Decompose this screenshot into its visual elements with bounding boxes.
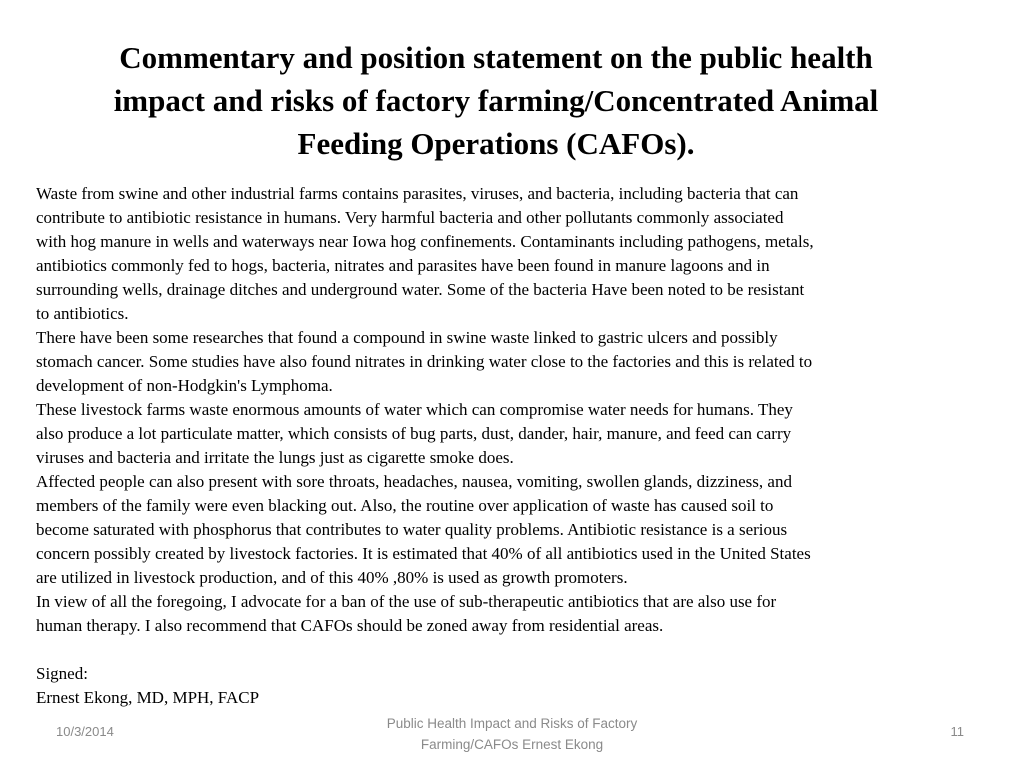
spacer <box>36 638 996 662</box>
body-line: become saturated with phosphorus that contributes to water quality problems. Antibiotic resistance is a serious <box>36 520 788 539</box>
body-line: surrounding wells, drainage ditches and underground water. Some of the bacteria Have been noted to be resistant <box>36 280 805 299</box>
body-line: development of non-Hodgkin's Lymphoma. <box>36 376 333 395</box>
body-line: to antibiotics. <box>36 304 129 323</box>
signed-label: Signed: <box>36 664 88 683</box>
body-line: members of the family were even blacking out. Also, the routine over application of waste has caused soil to <box>36 496 774 515</box>
body-line: contribute to antibiotic resistance in humans. Very harmful bacteria and other pollutants commonly associated <box>36 208 784 227</box>
title-line: Commentary and position statement on the public health <box>119 40 873 75</box>
footer-title <box>312 713 712 755</box>
body-line: are utilized in livestock production, and of this 40% ,80% is used as growth promoters. <box>36 568 628 587</box>
slide-number: 11 <box>950 724 964 739</box>
title-line: Feeding Operations (CAFOs). <box>297 126 695 161</box>
slide-body <box>36 182 996 710</box>
body-line: antibiotics commonly fed to hogs, bacteria, nitrates and parasites have been found in manure lagoons and in <box>36 256 770 275</box>
title-line: impact and risks of factory farming/Concentrated Animal <box>113 83 879 118</box>
footer-title-line: Farming/CAFOs Ernest Ekong <box>420 737 604 752</box>
body-line: human therapy. I also recommend that CAFOs should be zoned away from residential areas. <box>36 616 664 635</box>
body-line: also produce a lot particulate matter, which consists of bug parts, dust, dander, hair, manure, and feed can carry <box>36 424 792 443</box>
body-line: concern possibly created by livestock factories. It is estimated that 40% of all antibiotics used in the United States <box>36 544 811 563</box>
body-line: Affected people can also present with sore throats, headaches, nausea, vomiting, swollen glands, dizziness, and <box>36 472 792 491</box>
signature-name: Ernest Ekong, MD, MPH, FACP <box>36 688 260 707</box>
footer-date: 10/3/2014 <box>56 724 114 739</box>
body-line: with hog manure in wells and waterways near Iowa hog confinements. Contaminants including pathogens, metals, <box>36 232 814 251</box>
body-line: There have been some researches that found a compound in swine waste linked to gastric ulcers and possibly <box>36 328 778 347</box>
body-line: Waste from swine and other industrial farms contains parasites, viruses, and bacteria, including bacteria that can <box>36 184 799 203</box>
body-line: viruses and bacteria and irritate the lungs just as cigarette smoke does. <box>36 448 514 467</box>
body-line: stomach cancer. Some studies have also found nitrates in drinking water close to the factories and this is related to <box>36 352 813 371</box>
footer-title-line: Public Health Impact and Risks of Factory <box>386 716 638 731</box>
body-line: In view of all the foregoing, I advocate for a ban of the use of sub-therapeutic antibiotics that are also use for <box>36 592 777 611</box>
slide-title <box>40 36 952 165</box>
body-line: These livestock farms waste enormous amounts of water which can compromise water needs for humans. They <box>36 400 793 419</box>
